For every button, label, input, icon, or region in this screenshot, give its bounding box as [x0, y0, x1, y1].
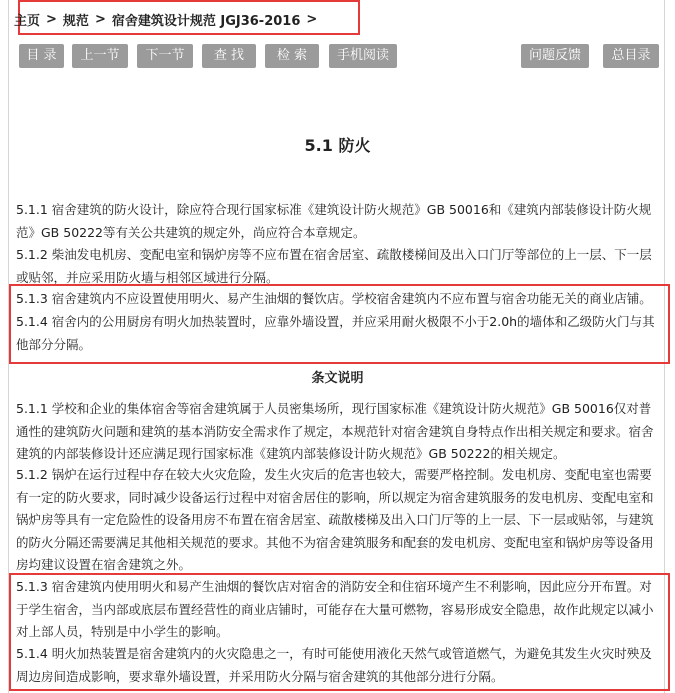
retrieve-button[interactable]: 检 索 [265, 44, 319, 68]
prev-section-button[interactable]: 上一节 [72, 44, 128, 68]
mobile-reading-button[interactable]: 手机阅读 [329, 44, 397, 68]
explanation-5-1-4: 5.1.4 明火加热装置是宿舍建筑内的火灾隐患之一，有时可能使用液化天然气或管道燃气，为避免其发生火灾时殃及周边房间造成影响，要求靠外墙设置，并采用防火分隔与宿舍建筑的其他部分进行分隔。 [16, 646, 652, 684]
explanations-highlight [9, 573, 670, 691]
breadcrumb-separator: > [306, 11, 318, 27]
breadcrumb-home-link[interactable]: 主页 [14, 13, 41, 29]
feedback-button[interactable]: 问题反馈 [521, 44, 589, 68]
clause-5-1-1: 5.1.1 宿舍建筑的防火设计，除应符合现行国家标准《建筑设计防火规范》GB 50016和《建筑内部装修设计防火规范》GB 50222等有关公共建筑的规定外，尚应符合本章规定。 [16, 202, 652, 240]
find-button[interactable]: 查 找 [202, 44, 256, 68]
all-contents-button[interactable]: 总目录 [603, 44, 659, 68]
explanation-5-1-1: 5.1.1 学校和企业的集体宿舍等宿舍建筑属于人员密集场所，现行国家标准《建筑设计防火规范》GB 50016仅对普通性的建筑防火问题和建筑的基本消防安全需求作了规定，本规范针对宿舍建筑自身特点作出相关规定和要求。宿舍建筑的内部装修设计还应满足现行国家标准《建筑内部装修设计防火规范》GB 50222的相关规定。 [16, 401, 654, 461]
contents-button[interactable]: 目 录 [19, 44, 64, 68]
section-title: 5.1 防火 [304, 136, 371, 155]
clauses-highlight [9, 284, 670, 364]
breadcrumb [14, 8, 323, 30]
breadcrumb-separator: > [94, 11, 106, 27]
next-section-button[interactable]: 下一节 [137, 44, 193, 68]
explanation-5-1-2: 5.1.2 锅炉在运行过程中存在较大火灾危险，发生火灾后的危害也较大，需要严格控制。发电机房、变配电室也需要有一定的防火要求，同时减少设备运行过程中对宿舍居住的影响，所以规定为宿舍建筑服务的发电机房、变配电室和锅炉房等具有一定危险性的设备用房不布置在宿舍居室、疏散楼梯及出入口门厅等的上一层、下一层或贴邻，与建筑的防火分隔还需要满足其他相关规范的要求。其他不为宿舍建筑服务和配套的发电机房、变配电室和锅炉房等设备用房均建议设置在宿舍建筑之外。 [16, 467, 654, 572]
breadcrumb-current-link[interactable]: 宿舍建筑设计规范 JGJ36-2016 [111, 13, 301, 29]
breadcrumb-separator: > [46, 11, 57, 27]
breadcrumb-section-link[interactable]: 规范 [62, 13, 89, 29]
clause-5-1-4: 5.1.4 宿舍内的公用厨房有明火加热装置时，应靠外墙设置，并应采用耐火极限不小于2.0h的墙体和乙级防火门与其他部分分隔。 [16, 314, 655, 352]
clause-5-1-2: 5.1.2 柴油发电机房、变配电室和锅炉房等不应布置在宿舍居室、疏散楼梯间及出入口门厅等部位的上一层、下一层或贴邻，并应采用防火墙与相邻区域进行分隔。 [16, 247, 652, 285]
explanation-title: 条文说明 [311, 371, 364, 386]
explanation-5-1-3: 5.1.3 宿舍建筑内使用明火和易产生油烟的餐饮店对宿舍的消防安全和住宿环境产生不利影响，因此应分开布置。对于学生宿舍，当内部或底层布置经营性的商业店铺时，可能存在大量可燃物，容易形成安全隐患，故作此规定以减小对上部人员，特别是中小学生的影响。 [16, 579, 654, 639]
clause-5-1-3: 5.1.3 宿舍建筑内不应设置使用明火、易产生油烟的餐饮店。学校宿舍建筑内不应布置与宿舍功能无关的商业店铺。 [16, 291, 652, 306]
